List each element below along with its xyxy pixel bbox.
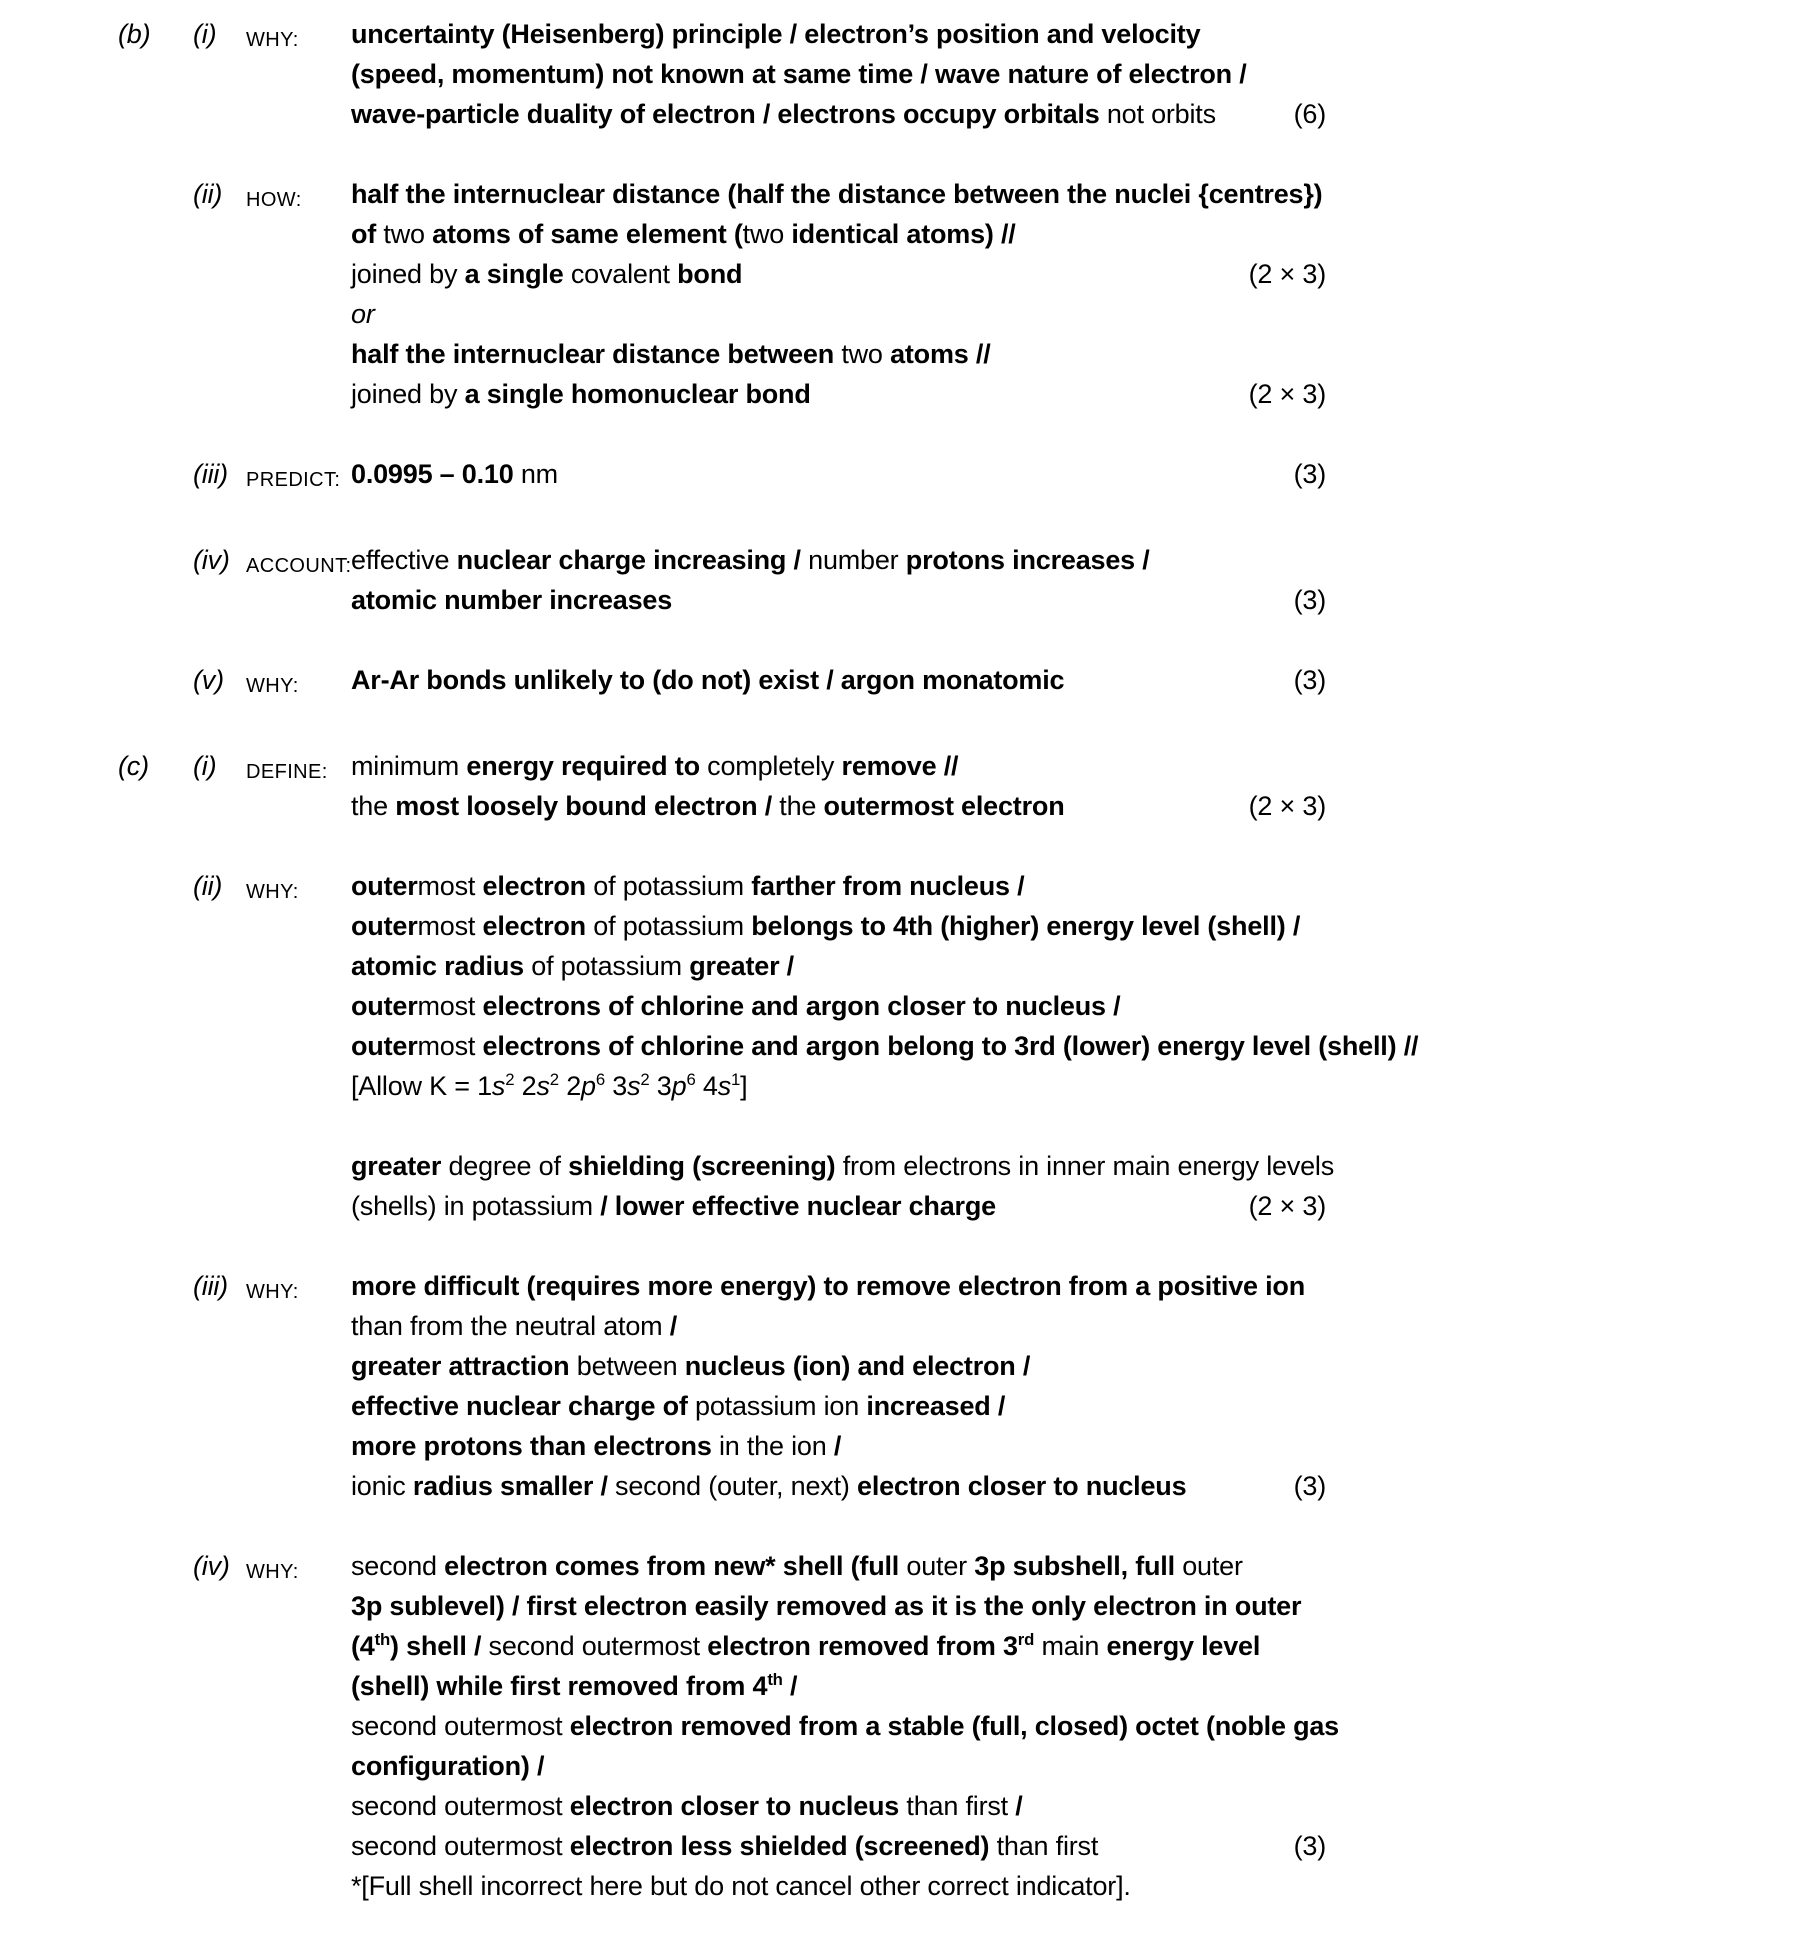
answer-line <box>351 374 1326 414</box>
subpart-label: (iv) <box>193 545 230 575</box>
answer-line <box>351 334 1326 374</box>
answer-text: wave-particle duality of electron / electrons occupy orbitals not orbits <box>351 99 1216 129</box>
answer-text: (speed, momentum) not known at same time / wave nature of electron / <box>351 59 1247 89</box>
answer-lines <box>351 14 1326 134</box>
answer-text: uncertainty (Heisenberg) principle / electron’s position and velocity <box>351 19 1201 49</box>
answer-line <box>351 14 1326 54</box>
command-keyword: WHY: <box>246 29 299 51</box>
answer-text: effective nuclear charge of potassium ion increased / <box>351 1391 1006 1421</box>
answer-line <box>351 1106 1326 1146</box>
subpart-label: (i) <box>193 19 217 49</box>
answer-text: of two atoms of same element (two identical atoms) // <box>351 219 1016 249</box>
marks-awarded: (3) <box>1293 1471 1326 1501</box>
answer-line <box>351 1746 1326 1786</box>
answer-line <box>351 254 1326 294</box>
answer-text: more protons than electrons in the ion / <box>351 1431 842 1461</box>
question-block <box>118 1546 1818 1906</box>
answer-text: second outermost electron less shielded (screened) than first <box>351 1831 1099 1861</box>
subpart-label: (i) <box>193 751 217 781</box>
answer-text: the most loosely bound electron / the outermost electron <box>351 791 1065 821</box>
answer-lines <box>351 540 1326 620</box>
question-block <box>118 454 1818 500</box>
answer-text: atomic number increases <box>351 585 673 615</box>
subpart-label: (iii) <box>193 459 228 489</box>
answer-text: half the internuclear distance between two atoms // <box>351 339 991 369</box>
answer-line <box>351 540 1326 580</box>
answer-lines <box>351 1546 1339 1906</box>
answer-lines <box>351 866 1419 1226</box>
part-label: (c) <box>118 751 149 781</box>
answer-line <box>351 174 1326 214</box>
command-keyword: DEFINE: <box>246 761 328 783</box>
answer-line <box>351 746 1326 786</box>
answer-line <box>351 866 1326 906</box>
question-block <box>118 540 1818 620</box>
answer-line <box>351 1706 1339 1746</box>
answer-line <box>351 1826 1326 1866</box>
answer-lines <box>351 174 1326 414</box>
answer-line <box>351 294 1326 334</box>
answer-text: greater attraction between nucleus (ion) and electron / <box>351 1351 1031 1381</box>
answer-line <box>351 1026 1419 1066</box>
answer-lines <box>351 1266 1326 1506</box>
answer-line <box>351 54 1326 94</box>
answer-text: outermost electron of potassium belongs to 4th (higher) energy level (shell) / <box>351 911 1301 941</box>
answer-line <box>351 454 1326 494</box>
answer-line <box>351 946 1326 986</box>
answer-line <box>351 1546 1326 1586</box>
answer-lines <box>351 660 1326 700</box>
answer-line <box>351 1386 1326 1426</box>
answer-line <box>351 1306 1326 1346</box>
answer-line <box>351 1186 1326 1226</box>
answer-line <box>351 1146 1335 1186</box>
answer-line <box>351 1466 1326 1506</box>
answer-text: (shell) while first removed from 4th / <box>351 1670 798 1701</box>
command-keyword: WHY: <box>246 881 299 903</box>
answer-text: second electron comes from new* shell (full outer 3p subshell, full outer <box>351 1551 1243 1581</box>
answer-text: 3p sublevel) / first electron easily removed as it is the only electron in outer <box>351 1591 1302 1621</box>
answer-text: joined by a single homonuclear bond <box>351 379 811 409</box>
command-keyword: WHY: <box>246 1561 299 1583</box>
answer-lines <box>351 454 1326 494</box>
subpart-label: (v) <box>193 665 224 695</box>
answer-line <box>351 906 1326 946</box>
answer-text: half the internuclear distance (half the distance between the nuclei {centres}) <box>351 179 1323 209</box>
answer-line <box>351 580 1326 620</box>
marks-awarded: (3) <box>1293 1831 1326 1861</box>
answer-line <box>351 1786 1326 1826</box>
answer-text: minimum energy required to completely remove // <box>351 751 959 781</box>
marks-awarded: (2 × 3) <box>1248 259 1326 289</box>
answer-text: than from the neutral atom / <box>351 1311 678 1341</box>
question-block <box>118 746 1818 826</box>
subpart-label: (ii) <box>193 871 223 901</box>
answer-text: effective nuclear charge increasing / number protons increases / <box>351 545 1150 575</box>
answer-line <box>351 1666 1326 1706</box>
marks-awarded: (2 × 3) <box>1248 1191 1326 1221</box>
command-keyword: HOW: <box>246 189 302 211</box>
part-label: (b) <box>118 19 151 49</box>
marks-awarded: (2 × 3) <box>1248 379 1326 409</box>
marks-awarded: (6) <box>1293 99 1326 129</box>
answer-text: outermost electrons of chlorine and argon closer to nucleus / <box>351 991 1121 1021</box>
command-keyword: WHY: <box>246 1281 299 1303</box>
answer-text: atomic radius of potassium greater / <box>351 951 794 981</box>
answer-text: (4th) shell / second outermost electron removed from 3rd main energy level <box>351 1630 1261 1661</box>
answer-text: joined by a single covalent bond <box>351 259 743 289</box>
subpart-label: (iv) <box>193 1551 230 1581</box>
answer-text: Ar-Ar bonds unlikely to (do not) exist / argon monatomic <box>351 665 1065 695</box>
command-keyword: WHY: <box>246 675 299 697</box>
question-block <box>118 1266 1818 1506</box>
subpart-label: (ii) <box>193 179 223 209</box>
answer-line <box>351 1586 1326 1626</box>
answer-lines <box>351 746 1326 826</box>
question-block <box>118 866 1818 1226</box>
answer-line <box>351 986 1326 1026</box>
answer-text: (shells) in potassium / lower effective nuclear charge <box>351 1191 996 1221</box>
answer-line <box>351 1346 1326 1386</box>
answer-text: second outermost electron closer to nucleus than first / <box>351 1791 1023 1821</box>
answer-line <box>351 94 1326 134</box>
answer-text: more difficult (requires more energy) to remove electron from a positive ion <box>351 1271 1306 1301</box>
answer-line <box>351 214 1326 254</box>
answer-text: or <box>351 299 375 329</box>
answer-text: outermost electron of potassium farther from nucleus / <box>351 871 1025 901</box>
question-block <box>118 660 1818 706</box>
answer-line <box>351 1866 1326 1906</box>
answer-text: ionic radius smaller / second (outer, next) electron closer to nucleus <box>351 1471 1187 1501</box>
answer-line <box>351 1066 1326 1106</box>
marks-awarded: (2 × 3) <box>1248 791 1326 821</box>
command-keyword: PREDICT: <box>246 469 341 491</box>
answer-text: greater degree of shielding (screening) from electrons in inner main energy levels <box>351 1151 1335 1181</box>
marks-awarded: (3) <box>1293 665 1326 695</box>
command-keyword: ACCOUNT: <box>246 555 352 577</box>
question-block <box>118 14 1818 134</box>
answer-line <box>351 786 1326 826</box>
answer-text: configuration) / <box>351 1751 545 1781</box>
marks-awarded: (3) <box>1293 585 1326 615</box>
subpart-label: (iii) <box>193 1271 228 1301</box>
answer-text: 0.0995 – 0.10 nm <box>351 459 558 489</box>
answer-line <box>351 1266 1326 1306</box>
answer-line <box>351 1626 1326 1666</box>
question-block <box>118 174 1818 414</box>
answer-line <box>351 660 1326 700</box>
answer-line <box>351 1426 1326 1466</box>
answer-text: outermost electrons of chlorine and argon belong to 3rd (lower) energy level (shell) // <box>351 1031 1419 1061</box>
answer-text: second outermost electron removed from a stable (full, closed) octet (noble gas <box>351 1711 1339 1741</box>
answer-text: [Allow $K = 1s^2$ $2s^2$ $2p^6$ $3s^2$ $3p^6$ $4s^1$] <box>351 1070 748 1101</box>
marks-awarded: (3) <box>1293 459 1326 489</box>
answer-text: *[Full shell incorrect here but do not cancel other correct indicator]. <box>351 1871 1131 1901</box>
